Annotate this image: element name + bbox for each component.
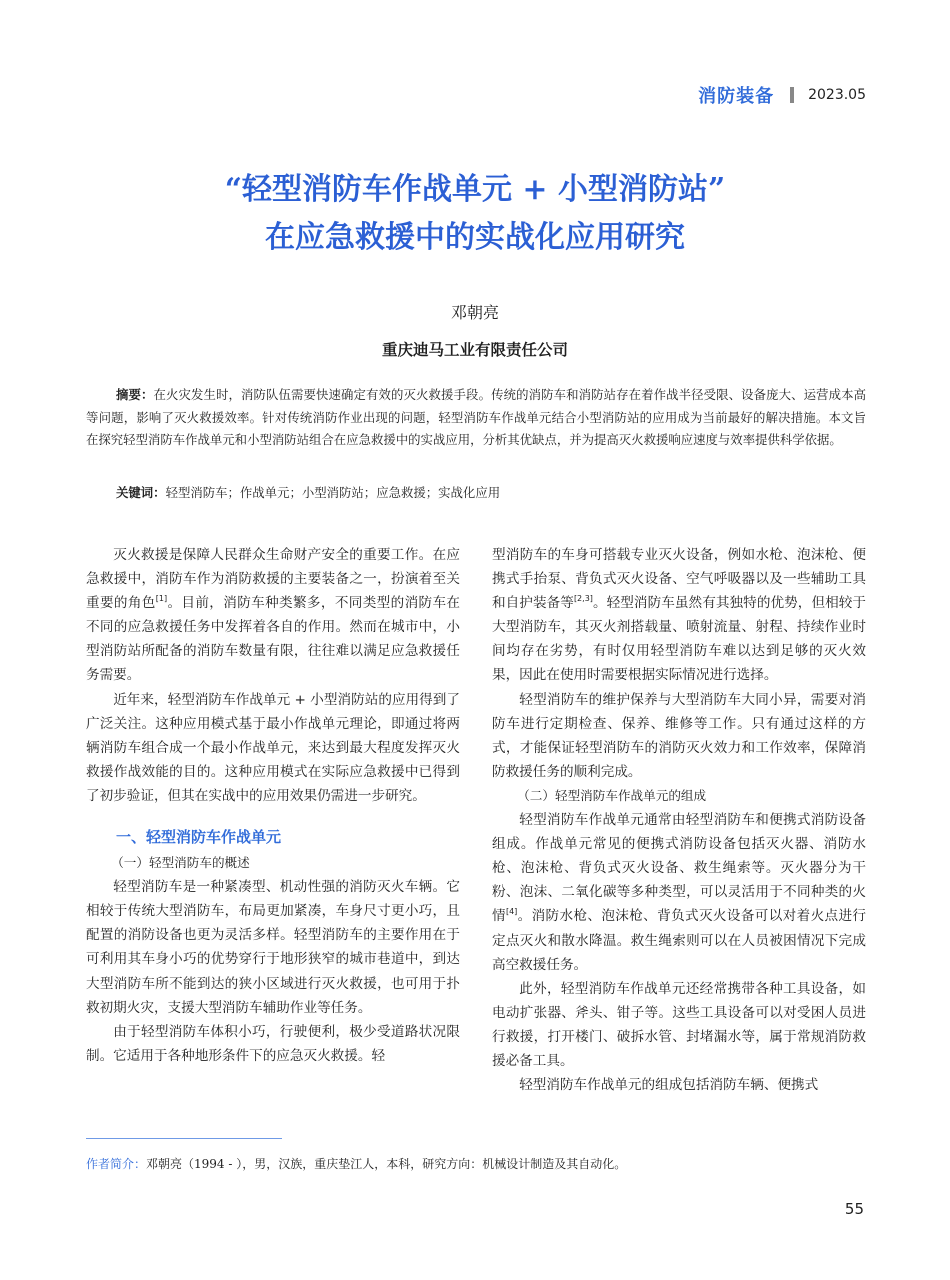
text-run: 。消防水枪、泡沫枪、背负式灭火设备可以对着火点进行定点灭火和散水降温。救生绳索则可以在人员被困情况下完成高空救援任务。 — [492, 908, 867, 973]
author-name: 邓朝亮 — [450, 303, 499, 322]
text-run: 。轻型消防车虽然有其独特的优势，但相较于大型消防车，其灭火剂搭载量、喷射流量、射程、持续作业时间均存在劣势，有时仅用轻型消防车难以达到足够的灭火效果，因此在使用时需要根据实际情况进行选择。 — [492, 595, 867, 684]
journal-name: 消防装备 — [698, 86, 775, 107]
abstract-label: 摘要： — [116, 387, 154, 402]
article-title — [0, 166, 950, 262]
text-run: 轻型消防车作战单元通常由轻型消防车和便携式消防设备组成。作战单元常见的便携式消防设备包括灭火器、消防水枪、泡沫枪、背负式灭火设备、救生绳索等。灭火器分为干粉、泡沫、二氧化碳等多种类型，可以灵活用于不同种类的火情 — [492, 812, 866, 925]
right-column — [492, 543, 866, 1097]
citation-ref: [2,3] — [573, 594, 593, 604]
body-paragraph — [492, 808, 866, 977]
keywords-text: 轻型消防车；作战单元；小型消防站；应急救援；实战化应用 — [165, 485, 501, 500]
author-affiliation: 重庆迪马工业有限责任公司 — [381, 341, 568, 359]
subsection-heading: （一）轻型消防车的概述 — [111, 855, 250, 871]
keywords — [86, 482, 866, 505]
body-paragraph: 由于轻型消防车体积小巧，行驶便利，极少受道路状况限制。它适用于各种地形条件下的应急灭火救援。轻 — [86, 1023, 460, 1064]
footnote-rule — [86, 1138, 282, 1139]
keywords-label: 关键词： — [116, 485, 166, 500]
text-run: 型消防车的车身可搭载专业灭火设备，例如水枪、泡沫枪、便携式手抬泵、背负式灭火设备、空气呼吸器以及一些辅助工具和自护装备等 — [492, 547, 866, 612]
author-footnote — [86, 1154, 876, 1174]
body-paragraph: 此外，轻型消防车作战单元还经常携带各种工具设备，如电动扩张器、斧头、钳子等。这些工具设备可以对受困人员进行救援，打开楼门、破拆水管、封堵漏水等，属于常规消防救援必备工具。 — [492, 980, 866, 1069]
citation-ref: [4] — [505, 907, 518, 917]
title-line-2: 在应急救援中的实战化应用研究 — [265, 220, 685, 255]
body-paragraph: 轻型消防车是一种紧凑型、机动性强的消防灭火车辆。它相较于传统大型消防车，布局更加紧凑，车身尺寸更小巧，且配置的消防设备也更为灵活多样。轻型消防车的主要作用在于可利用其车身小巧的优势穿行于地形狭窄的城市巷道中，到达大型消防车所不能到达的狭小区域进行灭火救援，也可用于扑救初期火灾，支援大型消防车辅助作业等任务。 — [86, 879, 460, 1016]
body-paragraph: 轻型消防车的维护保养与大型消防车大同小异，需要对消防车进行定期检查、保养、维修等工作。只有通过这样的方式，才能保证轻型消防车的消防灭火效力和工作效率，保障消防救援任务的顺利完成。 — [492, 691, 866, 780]
body-paragraph: 轻型消防车作战单元的组成包括消防车辆、便携式 — [519, 1077, 819, 1094]
text-run: 。目前，消防车种类繁多，不同类型的消防车在不同的应急救援任务中发挥着各自的作用。然而在城市中，小型消防站所配备的消防车数量有限，往往难以满足应急救援任务需要。 — [86, 595, 461, 684]
subsection-heading: （二）轻型消防车作战单元的组成 — [517, 787, 707, 803]
citation-ref: [1] — [155, 594, 168, 604]
header-separator — [790, 87, 794, 103]
abstract — [86, 384, 866, 452]
body-paragraph — [492, 543, 866, 688]
abstract-text: 在火灾发生时，消防队伍需要快速确定有效的灭火救援手段。传统的消防车和消防站存在着作战半径受限、设备庞大、运营成本高等问题，影响了灭火救援效率。针对传统消防作业出现的问题，轻型消防车作战单元结合小型消防站的应用成为当前最好的解决措施。本文旨在探究轻型消防车作战单元和小型消防站组合在应急救援中的实战应用，分析其优缺点，并为提高灭火救援响应速度与效率提供科学依据。 — [86, 387, 867, 448]
issue-date: 2023.05 — [808, 87, 866, 103]
footnote-text: 邓朝亮（1994 - ），男，汉族，重庆垫江人，本科，研究方向：机械设计制造及其自动化。 — [146, 1157, 627, 1171]
left-column — [86, 543, 460, 1068]
section-heading: 一、轻型消防车作战单元 — [116, 828, 282, 847]
page-number: 55 — [844, 1200, 864, 1218]
text-run: 灭火救援是保障人民群众生命财产安全的重要工作。在应急救援中，消防车作为消防救援的主要装备之一，扮演着至关重要的角色 — [86, 547, 460, 612]
body-paragraph: 近年来，轻型消防车作战单元 + 小型消防站的应用得到了广泛关注。这种应用模式基于最小作战单元理论，即通过将两辆消防车组合成一个最小作战单元，来达到最大程度发挥灭火救援作战效能的目的。这种应用模式在实际应急救援中已得到了初步验证，但其在实战中的应用效果仍需进一步研究。 — [86, 691, 460, 804]
running-header — [698, 82, 866, 108]
title-line-1: “轻型消防车作战单元 + 小型消防站” — [224, 172, 726, 207]
body-paragraph — [86, 543, 460, 688]
footnote-label: 作者简介： — [86, 1157, 147, 1171]
